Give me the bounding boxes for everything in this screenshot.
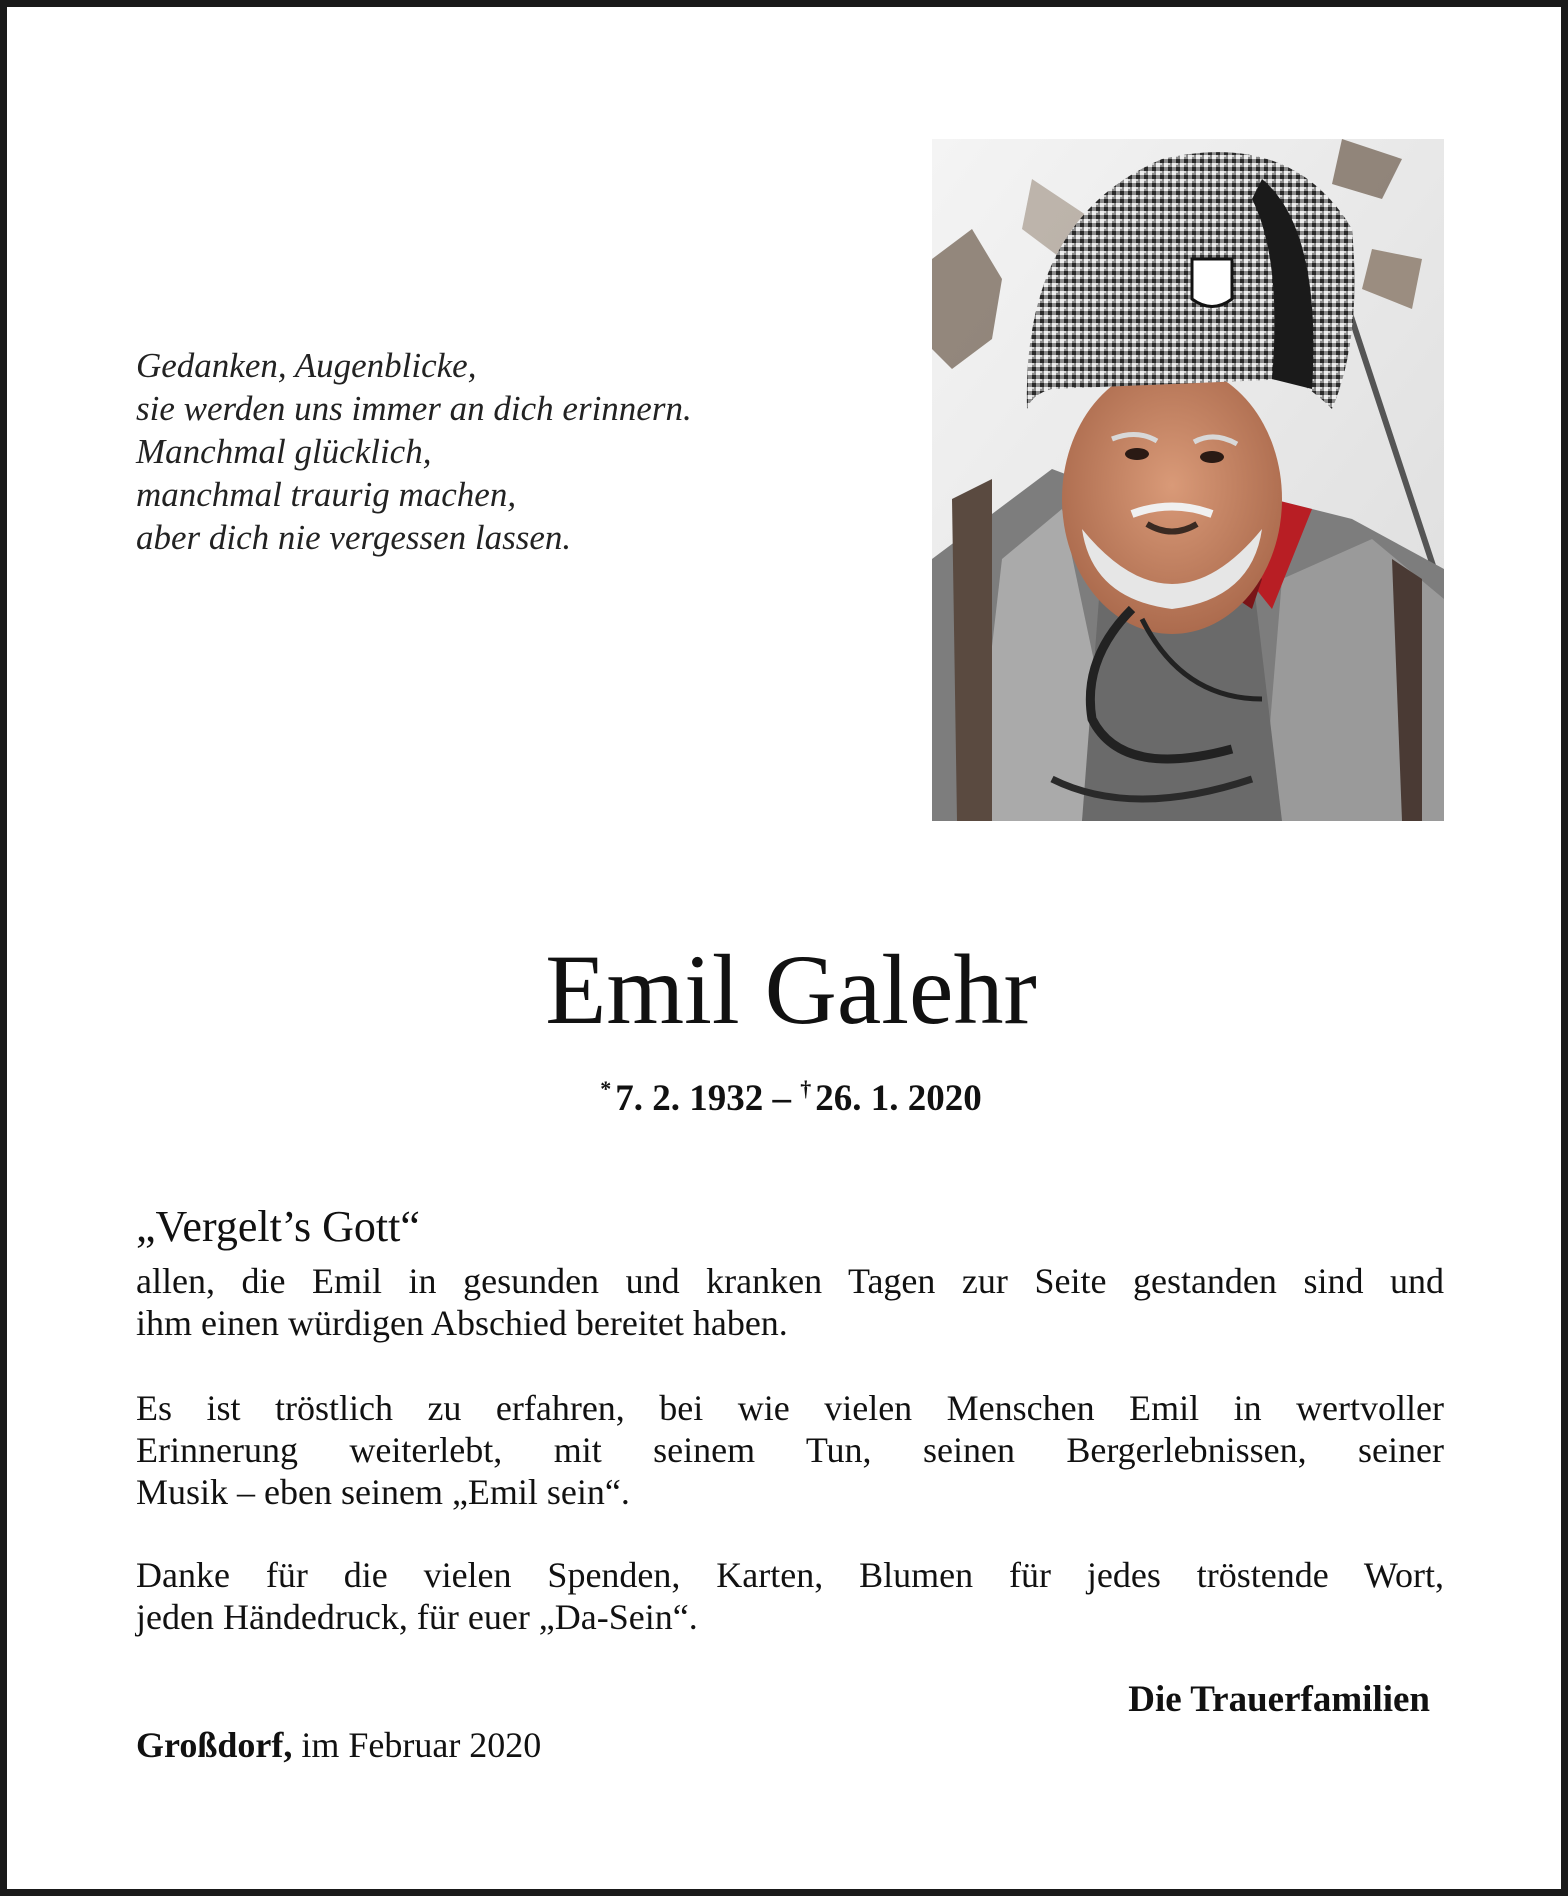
paragraph-line: Musik – eben seinem „Emil sein“. [136,1472,630,1512]
thanks-paragraph [136,1387,1444,1513]
poem-line: Gedanken, Augenblicke, [136,346,477,385]
memorial-poem [136,344,836,559]
poem-line: sie werden uns immer an dich erinnern. [136,389,692,428]
paragraph-line: jeden Händedruck, für euer „Da-Sein“. [136,1597,698,1637]
death-date: 26. 1. 2020 [815,1078,982,1119]
death-symbol: † [800,1076,812,1101]
place-and-date [136,1723,541,1767]
paragraph-line: allen, die Emil in gesunden und kranken Tagen zur Seite gestanden sind und [136,1261,1444,1301]
thanks-heading: „Vergelt’s Gott“ [136,1202,420,1251]
paragraph-line: Erinnerung weiterlebt, mit seinem Tun, seinen Bergerlebnissen, seiner [136,1430,1444,1470]
portrait-photo [932,139,1444,821]
birth-date: 7. 2. 1932 [615,1078,764,1119]
birth-symbol: * [600,1076,612,1101]
poem-line: manchmal traurig machen, [136,475,517,514]
date-separator: – [772,1078,791,1119]
place-date: im Februar 2020 [301,1725,542,1765]
poem-line: aber dich nie vergessen lassen. [136,518,572,557]
poem-line: Manchmal glücklich, [136,432,432,471]
place-town: Großdorf, [136,1725,293,1765]
deceased-name: Emil Galehr [545,934,1037,1045]
paragraph-line: Es ist tröstlich zu erfahren, bei wie vielen Menschen Emil in wertvoller [136,1388,1444,1428]
paragraph-line: ihm einen würdigen Abschied bereitet haben. [136,1303,788,1343]
signature: Die Trauerfamilien [1128,1679,1430,1720]
thanks-paragraph [136,1260,1444,1344]
thanks-paragraph [136,1554,1444,1638]
paragraph-line: Danke für die vielen Spenden, Karten, Blumen für jedes tröstende Wort, [136,1555,1444,1595]
life-dates [7,1067,1568,1121]
